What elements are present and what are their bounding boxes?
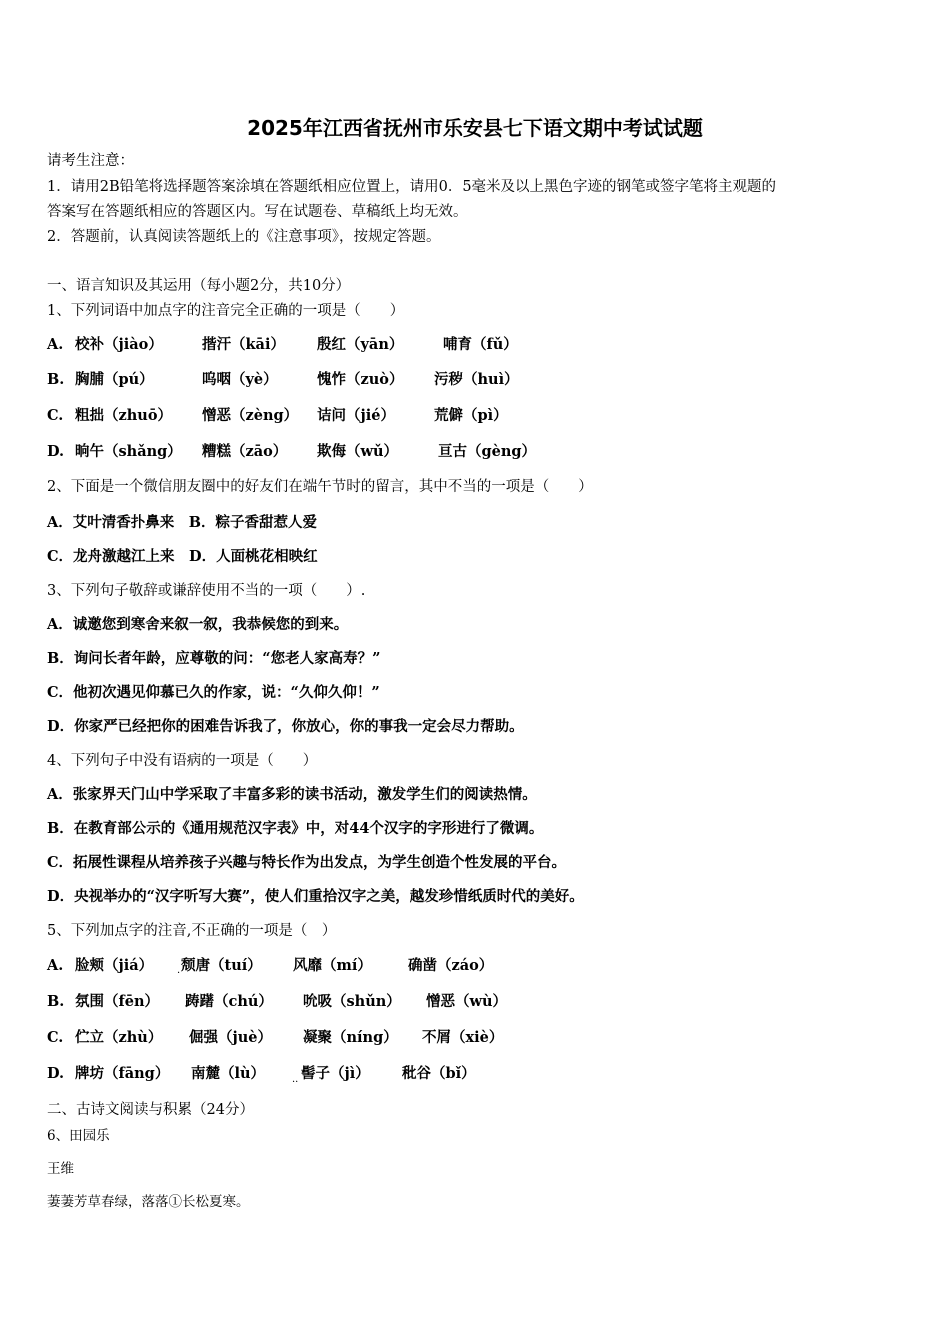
option-word: 粗拙（zhuō） xyxy=(75,407,172,424)
option-label: B. xyxy=(47,371,65,388)
section-1-heading: 一、语言知识及其运用（每小题2分，共10分） xyxy=(47,278,351,294)
notice-heading: 请考生注意： xyxy=(47,153,134,169)
option-label: B. xyxy=(47,993,65,1010)
notice-item-2: 2．答题前，认真阅读答题纸上的《注意事项》，按规定答题。 xyxy=(47,229,441,245)
question-2-stem: 2、下面是一个微信朋友圈中的好友们在端午节时的留言，其中不当的一项是（ ） xyxy=(47,479,593,495)
option-word: 伫立（zhù） xyxy=(75,1029,163,1046)
notice-item-1-line-1: 1．请用2B铅笔将选择题答案涂填在答题纸相应位置上，请用0．5毫米及以上黑色字迹的钢笔或签字笔将主观题的 xyxy=(47,179,777,195)
page-title: 2025年江西省抚州市乐安县七下语文期中考试试题 xyxy=(247,116,703,140)
question-4-option-b: B．在教育部公示的《通用规范汉字表》中，对44个汉字的字形进行了微调。 xyxy=(47,820,544,837)
option-word: 髻子（jì） xyxy=(301,1065,370,1082)
option-word: 凝聚（níng） xyxy=(303,1029,398,1046)
question-2-options-row-1: A．艾叶清香扑鼻来 B．粽子香甜惹人爱 xyxy=(47,514,318,531)
option-word: 踌躇（chú） xyxy=(185,993,273,1010)
option-word: 校补（jiào） xyxy=(75,336,163,353)
option-word: 憎恶（wù） xyxy=(426,993,508,1010)
option-label: D. xyxy=(47,443,65,460)
option-word: 污秽（huì） xyxy=(434,371,519,388)
question-4-option-c: C．拓展性课程从培养孩子兴趣与特长作为出发点，为学生创造个性发展的平台。 xyxy=(47,854,567,871)
option-word: 晌午（shǎng） xyxy=(75,443,182,460)
option-label: D. xyxy=(47,1065,65,1082)
option-word: 欺侮（wǔ） xyxy=(317,443,399,460)
option-word: 揩汗（kāi） xyxy=(202,336,285,353)
option-word: 糟糕（zāo） xyxy=(202,443,288,460)
question-3-stem: 3、下列句子敬辞或谦辞使用不当的一项（ ）. xyxy=(47,583,366,599)
option-word: 憎恶（zèng） xyxy=(202,407,299,424)
option-label: C. xyxy=(47,407,64,424)
option-label: C. xyxy=(47,1029,64,1046)
option-label: A. xyxy=(47,957,64,974)
option-word: 诘问（jié） xyxy=(317,407,395,424)
option-word: 南麓（lù） xyxy=(191,1065,266,1082)
option-word: 哺育（fǔ） xyxy=(443,336,518,353)
option-label: A. xyxy=(47,336,64,353)
option-word: 颓唐（tuí） xyxy=(181,957,262,974)
option-word: 风靡（mí） xyxy=(293,957,372,974)
option-word: 呜咽（yè） xyxy=(202,371,278,388)
option-word: 荒僻（pì） xyxy=(434,407,508,424)
question-4-option-a: A．张家界天门山中学采取了丰富多彩的读书活动，激发学生们的阅读热情。 xyxy=(47,786,537,803)
question-3-option-b: B．询问长者年龄，应尊敬的问：“您老人家高寿？” xyxy=(47,650,381,667)
section-2-heading: 二、古诗文阅读与积累（24分） xyxy=(47,1102,254,1118)
question-2-options-row-2: C．龙舟激越江上来 D．人面桃花相映红 xyxy=(47,548,318,565)
option-word: 不屑（xiè） xyxy=(422,1029,504,1046)
emphasis-dot: ·· xyxy=(292,1077,299,1088)
question-4-stem: 4、下列句子中没有语病的一项是（ ） xyxy=(47,753,318,769)
option-word: 秕谷（bǐ） xyxy=(402,1065,476,1082)
option-word: 亘古（gèng） xyxy=(438,443,537,460)
option-word: 愧怍（zuò） xyxy=(317,371,404,388)
option-word: 殷红（yān） xyxy=(317,336,404,353)
option-word: 脸颊（jiá） xyxy=(75,957,154,974)
question-3-option-d: D．你家严已经把你的困难告诉我了，你放心，你的事我一定会尽力帮助。 xyxy=(47,718,524,735)
option-word: 牌坊（fāng） xyxy=(75,1065,170,1082)
question-3-option-c: C．他初次遇见仰慕已久的作家，说：“久仰久仰！” xyxy=(47,684,380,701)
option-word: 胸脯（pú） xyxy=(75,371,154,388)
question-4-option-d: D．央视举办的“汉字听写大赛”，使人们重拾汉字之美，越发珍惜纸质时代的美好。 xyxy=(47,888,584,905)
question-1-stem: 1、下列词语中加点字的注音完全正确的一项是（ ） xyxy=(47,303,405,319)
option-word: 吮吸（shǔn） xyxy=(303,993,401,1010)
option-word: 氛围（fēn） xyxy=(75,993,160,1010)
question-5-stem: 5、下列加点字的注音,不正确的一项是（ ） xyxy=(47,923,337,939)
emphasis-dot: · xyxy=(177,968,181,979)
notice-item-1-line-2: 答案写在答题纸相应的答题区内。写在试题卷、草稿纸上均无效。 xyxy=(47,204,468,220)
poem-author: 王维 xyxy=(47,1161,74,1177)
option-word: 倔强（juè） xyxy=(189,1029,273,1046)
question-6-stem: 6、田园乐 xyxy=(47,1128,110,1144)
option-word: 确凿（záo） xyxy=(408,957,494,974)
question-3-option-a: A．诚邀您到寒舍来叙一叙，我恭候您的到来。 xyxy=(47,616,349,633)
poem-line-1: 萋萋芳草春绿，落落①长松夏寒。 xyxy=(47,1194,250,1210)
